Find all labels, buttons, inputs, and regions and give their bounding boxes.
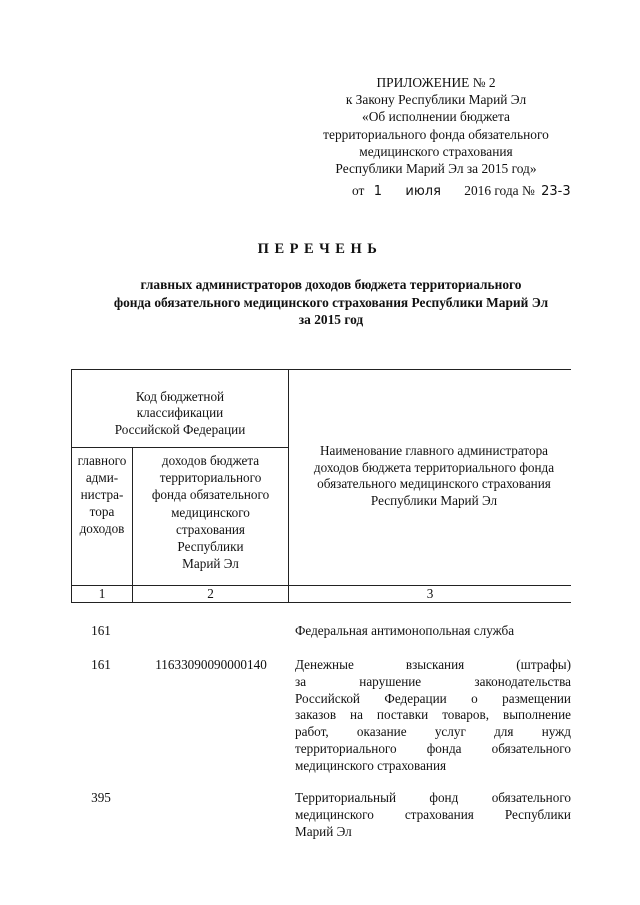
table-top-border (71, 369, 571, 370)
row2-name-line-7: медицинского страхования (295, 757, 447, 773)
header-group-line-1: Код бюджетной (135, 389, 225, 404)
column-number-2: 2 (207, 586, 214, 601)
appendix-law-name-1: «Об исполнении бюджета (362, 109, 510, 125)
subtitle-line-2: фонда обязательного медицинского страхования Республики Марий Эл (113, 294, 549, 310)
appendix-title: ПРИЛОЖЕНИЕ № 2 (376, 75, 496, 90)
approval-year: 2016 года № (464, 183, 535, 198)
header-col1-line-1: главного (77, 453, 127, 468)
approval-number: 23-3 (541, 184, 571, 199)
header-col2-line-2: территориального (159, 470, 262, 486)
row2-admin-code: 161 (91, 657, 111, 672)
row3-name-line-2: медицинского страхования Республики (295, 806, 571, 822)
header-col2-line-6: Республики (177, 539, 244, 555)
header-group-line-3: Российской Федерации (114, 421, 246, 437)
approval-month: июля (405, 184, 441, 199)
appendix-block (300, 74, 572, 177)
document-title: ПЕРЕЧЕНЬ (257, 241, 383, 257)
row2-name-line-6: территориального фонда обязательного (295, 740, 571, 756)
table-group-divider (71, 447, 289, 448)
appendix-law-ref: к Закону Республики Марий Эл (345, 92, 527, 108)
column-number-3: 3 (426, 586, 434, 601)
header-col3-line-3: обязательного медицинского страхования (317, 476, 551, 492)
subtitle-line-1: главных администраторов доходов бюджета территориального (140, 277, 522, 292)
row2-income-code: 11633090090000140 (155, 657, 267, 672)
header-group-line-2: классификации (136, 405, 224, 421)
row1-admin-code: 161 (91, 623, 111, 638)
row2-name-line-3: Российской Федерации о размещении (295, 690, 571, 706)
approval-from: от (352, 183, 365, 198)
row2-name-line-2: за нарушение законодательства (295, 673, 571, 689)
header-col2-line-1: доходов бюджета (161, 453, 260, 468)
row1-name-line-1: Федеральная антимонопольная служба (295, 623, 515, 638)
header-col3-line-1: Наименование главного администратора (319, 443, 549, 458)
row3-name-line-1: Территориальный фонд обязательного (295, 790, 571, 805)
column-number-1: 1 (98, 586, 106, 601)
header-admin-name (289, 443, 579, 509)
header-col1-line-5: доходов (79, 521, 125, 536)
header-col3-line-4: Республики Марий Эл (370, 492, 498, 508)
header-col1-line-3: нистра- (80, 487, 124, 502)
document-subtitle (60, 276, 602, 329)
row2-name-line-4: заказов на поставки товаров, выполнение (295, 707, 571, 723)
table-number-row-bottom (71, 602, 571, 603)
row3-name-line-3: Марий Эл (295, 823, 352, 839)
approval-day: 1 (373, 184, 383, 199)
header-col2-line-7: Марий Эл (182, 556, 239, 572)
subtitle-line-3: за 2015 год (298, 312, 364, 328)
header-income-code (133, 452, 288, 572)
row1-admin-name (295, 623, 571, 640)
header-col2-line-5: страхования (176, 521, 245, 537)
row2-name-line-5: работ, оказание услуг для нужд (295, 724, 571, 740)
appendix-law-name-2: территориального фонда обязательного (323, 126, 549, 142)
row3-admin-name (295, 790, 571, 840)
header-col1-line-4: тора (89, 504, 115, 519)
header-admin-code (72, 452, 132, 537)
header-col2-line-3: фонда обязательного (151, 487, 270, 503)
header-budget-code-group (72, 389, 288, 438)
row2-admin-name (295, 657, 571, 775)
row3-admin-code: 395 (91, 790, 111, 805)
header-col1-line-2: адми- (85, 470, 119, 485)
approval-line (352, 183, 578, 199)
appendix-law-name-3: медицинского страхования (359, 143, 513, 159)
row2-name-line-1: Денежные взыскания (штрафы) (295, 657, 571, 672)
appendix-law-name-4: Республики Марий Эл за 2015 год» (335, 161, 537, 177)
header-col2-line-4: медицинского (171, 504, 250, 520)
header-col3-line-2: доходов бюджета территориального фонда (313, 459, 555, 475)
